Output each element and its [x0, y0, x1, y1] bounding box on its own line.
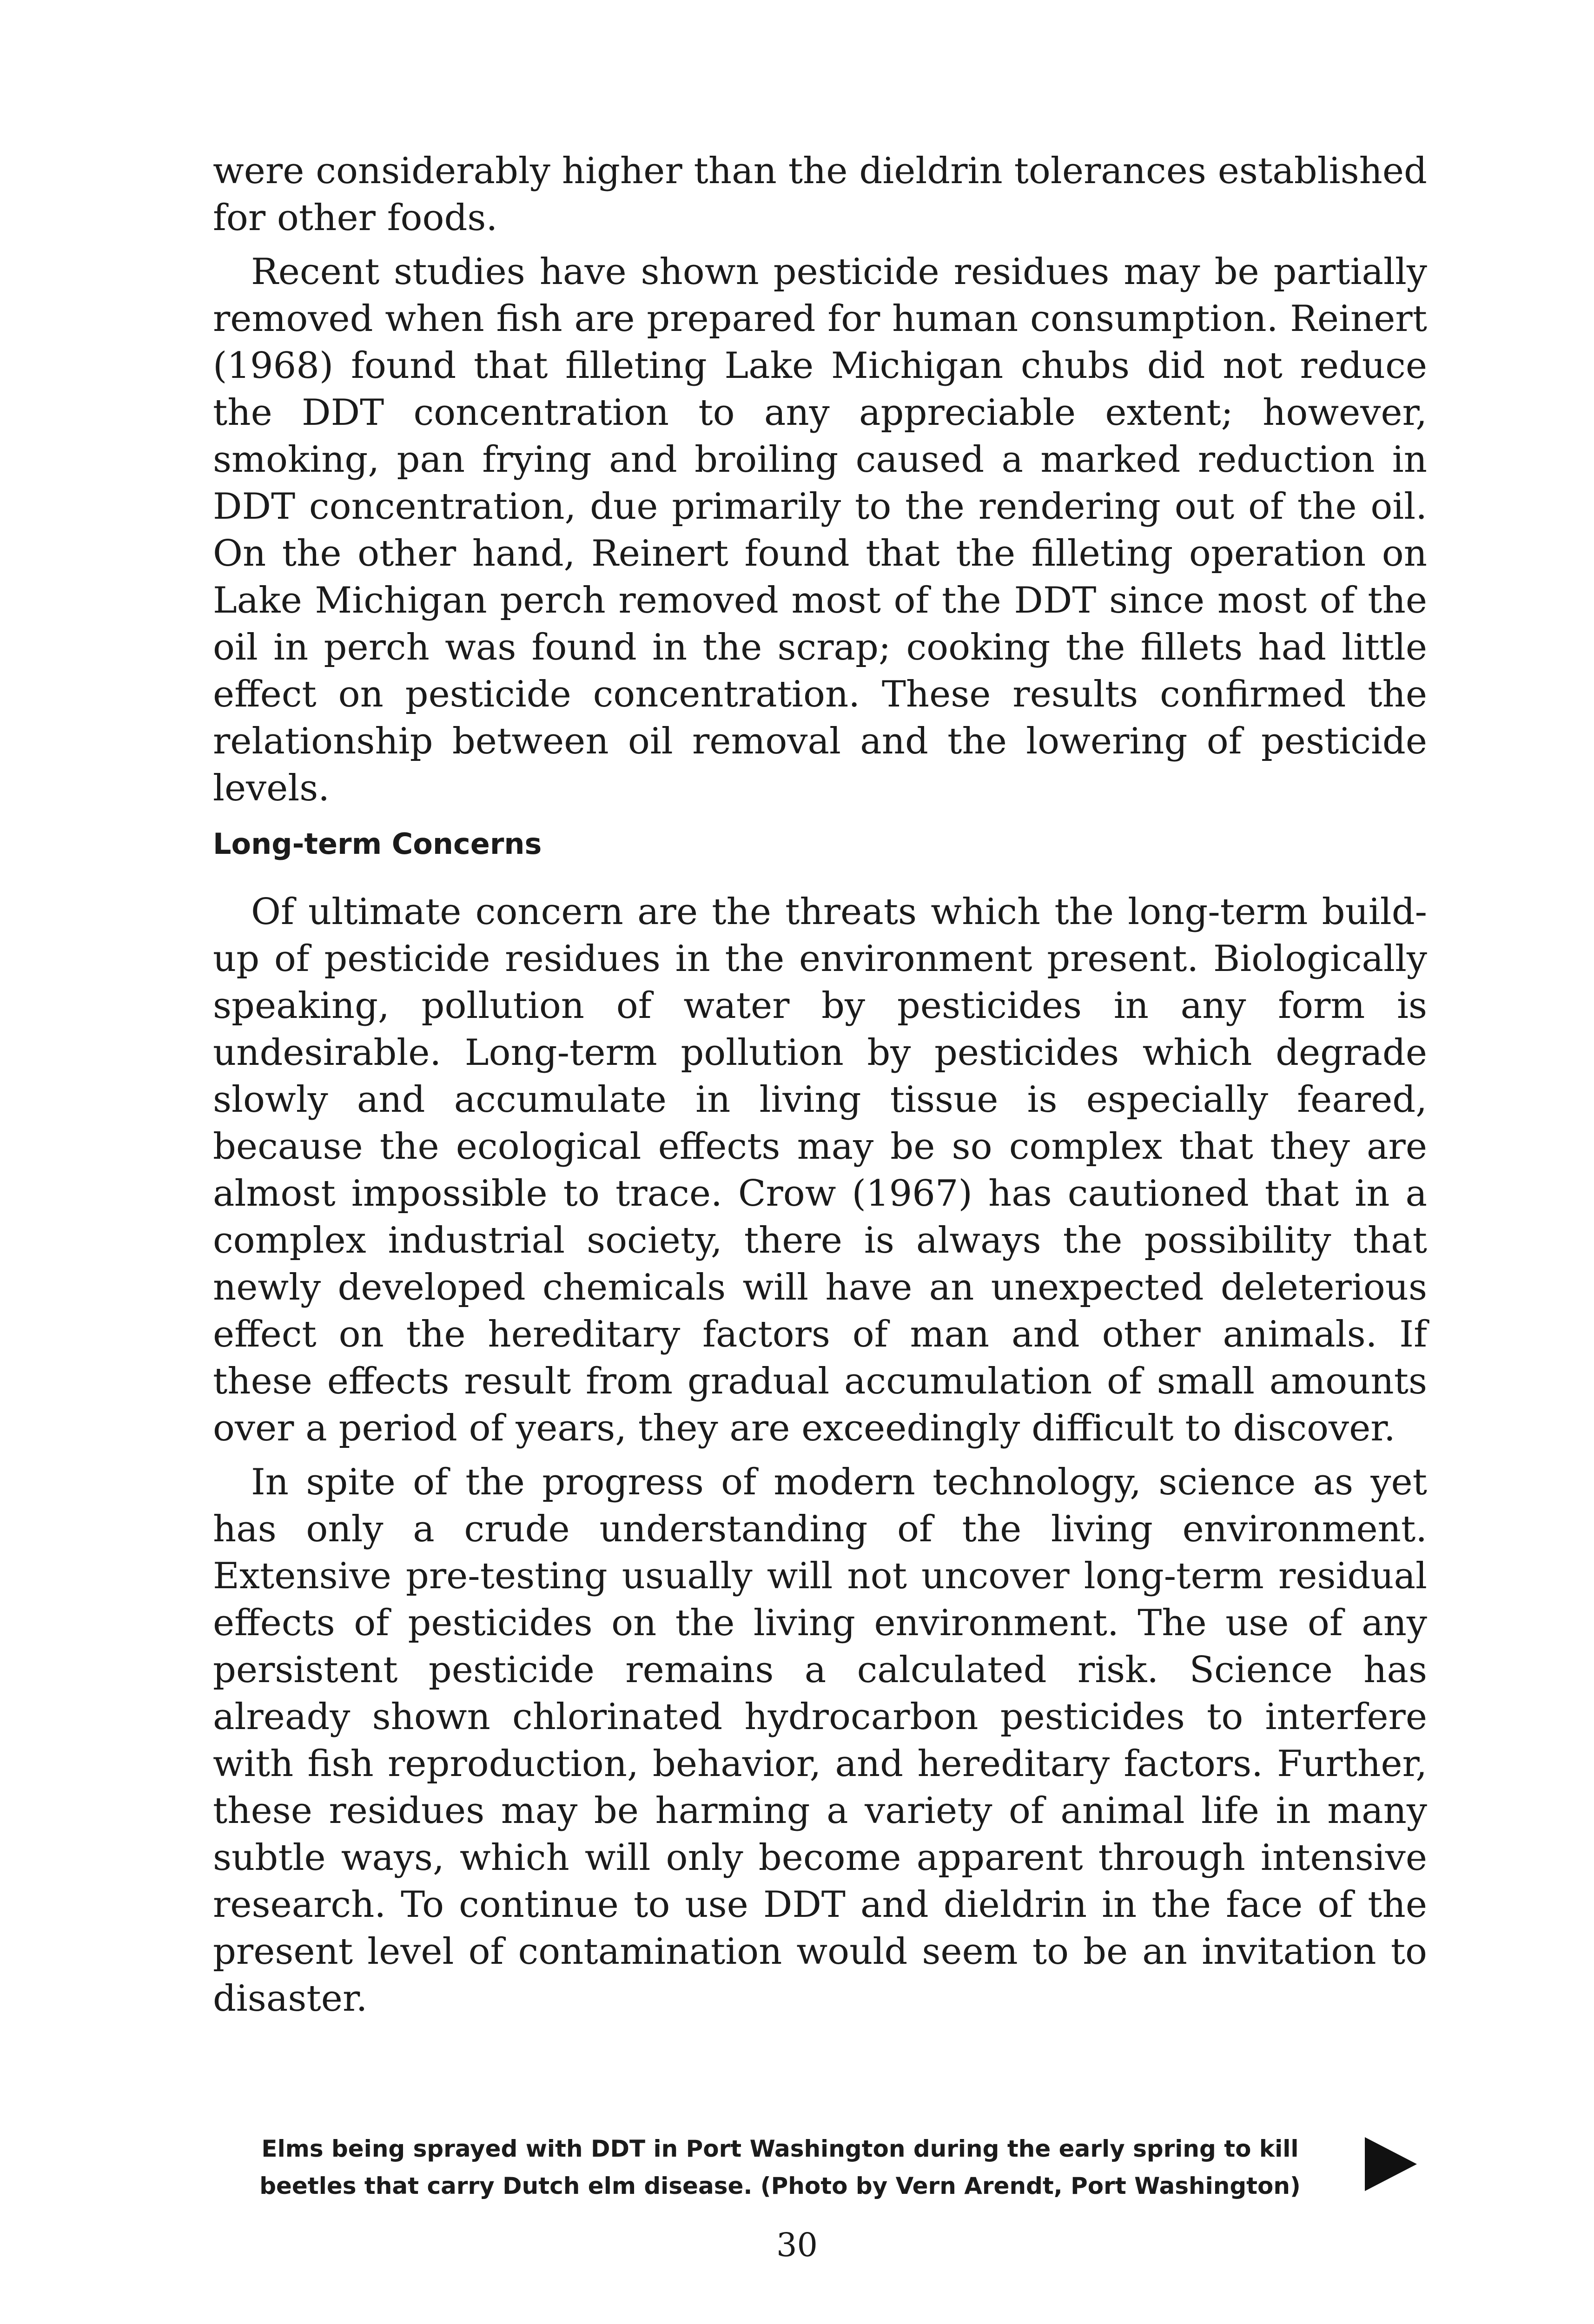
- paragraph-modern-technology: In spite of the progress of modern technology, science as yet has only a crude understanding of the living environment. Extensive pre-testing usually will not uncover long-term residual effects of pesticides on the living environment. The use of any persistent pesticide remains a calculated risk. Science has already shown chlorinated hydrocarbon pesticides to interfere with fish reproduction, behavior, and hereditary factors. Further, these residues may be harming a variety of animal life in many subtle ways, which will only become apparent through intensive research. To continue to use DDT and dieldrin in the face of the present level of contamination would seem to be an invitation to disaster.: [213, 1461, 1427, 2020]
- text-block-concerns: [213, 889, 1427, 2022]
- paragraph-ultimate-concern: Of ultimate concern are the threats which the long-term build-up of pesticide residues in the environment present. Biologically speaking, pollution of water by pesticides in any form is undesirable. Long-term pollution by pesticides which degrade slowly and accumulate in living tissue is especially feared, because the ecological effects may be so complex that they are almost impossible to trace. Crow (1967) has cautioned that in a complex industrial society, there is always the possibility that newly developed chemicals will have an unexpected deleterious effect on the hereditary factors of man and other animals. If these effects result from gradual accumulation of small amounts over a period of years, they are exceedingly difficult to discover.: [213, 891, 1427, 1449]
- text-block-top: [213, 148, 1427, 812]
- paragraph-continuation: were considerably higher than the dieldrin tolerances established for other foods.: [213, 150, 1427, 239]
- page-number: 30: [776, 2226, 818, 2264]
- section-heading: Long-term Concerns: [213, 827, 542, 861]
- right-triangle-icon: [1365, 2137, 1417, 2191]
- paragraph-residue-removal: Recent studies have shown pesticide residues may be partially removed when fish are prepared for human consumption. Reinert (1968) found that filleting Lake Michigan chubs did not reduce the DDT concentration to any appreciable extent; however, smoking, pan frying and broiling caused a marked reduction in DDT concentration, due primarily to the rendering out of the oil. On the other hand, Reinert found that the filleting operation on Lake Michigan perch removed most of the DDT since most of the oil in perch was found in the scrap; cooking the fillets had little effect on pesticide concentration. These results confirmed the relationship between oil removal and the lowering of pesticide levels.: [213, 251, 1427, 809]
- photo-caption: Elms being sprayed with DDT in Port Washington during the early spring to kill beetles that carry Dutch elm disease. (Photo by Vern Arendt, Port Washington): [259, 2135, 1301, 2199]
